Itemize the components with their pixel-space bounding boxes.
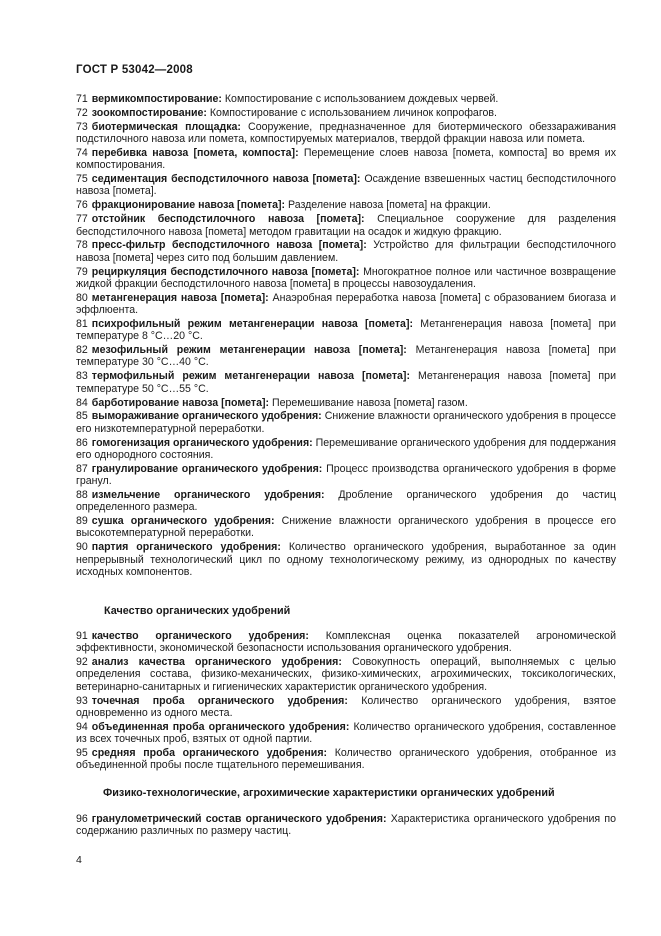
term-definition: Количество органического удобрения, взятое одновременно из одного места. — [76, 694, 616, 719]
term-definition: Количество органического удобрения, составленное из всех точечных проб, взятых от одной партии. — [76, 720, 616, 746]
term-name: качество органического удобрения: — [91, 630, 309, 642]
term-entry — [76, 107, 616, 119]
term-number: 94 — [76, 720, 88, 733]
term-number: 81 — [76, 317, 88, 330]
term-name: гранулирование органического удобрения: — [91, 462, 323, 475]
term-entry — [76, 318, 616, 343]
term-number: 78 — [76, 239, 88, 252]
term-number: 87 — [76, 462, 88, 475]
term-name: точечная проба органического удобрения: — [91, 694, 348, 707]
term-entry — [76, 370, 616, 395]
term-entry — [76, 437, 616, 462]
term-definition: Процесс производства органического удобрения в форме гранул. — [76, 462, 616, 488]
term-name: измельчение органического удобрения: — [91, 489, 325, 501]
term-number: 83 — [76, 370, 88, 383]
term-name: гомогенизация органического удобрения: — [91, 436, 313, 449]
terms-block-quality — [76, 630, 616, 773]
term-number: 82 — [76, 344, 88, 357]
term-entry — [76, 292, 616, 317]
term-name: зоокомпостирование: — [91, 106, 207, 119]
term-number: 85 — [76, 410, 88, 423]
term-name: барботирование навоза [помета]: — [91, 396, 270, 409]
term-entry — [76, 199, 616, 211]
term-name: вымораживание органического удобрения: — [91, 410, 322, 423]
section-heading-physico: Физико-технологические, агрохимические характеристики органических удобрений — [103, 787, 555, 799]
term-definition: Количество органического удобрения, отобранное из объединенной пробы после тщательного перемешивания. — [76, 747, 616, 772]
term-entry — [76, 93, 616, 105]
term-name: объединенная проба органического удобрения: — [91, 720, 350, 733]
term-definition: Перемешивание навоза [помета] газом. — [272, 396, 468, 409]
term-definition: Осаждение взвешенных частиц бесподстилочного навоза [помета]. — [76, 173, 616, 198]
term-name: биотермическая площадка: — [91, 120, 241, 133]
term-name: седиментация бесподстилочного навоза [помета]: — [91, 173, 361, 186]
term-entry — [76, 656, 616, 693]
term-name: рециркуляция бесподстилочного навоза [помета]: — [91, 265, 360, 278]
term-definition: Устройство для фильтрации бесподстилочного навоза [помета] через сито под большим давлением. — [76, 239, 616, 264]
term-number: 84 — [76, 396, 88, 409]
term-number: 96 — [76, 813, 88, 825]
term-entry — [76, 630, 616, 655]
term-name: термофильный режим метангенерации навоза [помета]: — [91, 370, 410, 383]
term-entry — [76, 121, 616, 146]
term-name: гранулометрический состав органического удобрения: — [91, 813, 387, 825]
term-entry — [76, 173, 616, 198]
term-name: перебивка навоза [помета, компоста]: — [91, 146, 299, 159]
term-name: мезофильный режим метангенерации навоза [помета]: — [91, 344, 407, 357]
term-definition: Совокупность операций, выполняемых с целью определения состава, физико-механических, физико-химических, агрохимических, токсикологических, ветеринарно-санитарных и гигиенических характеристик органического удобрения. — [76, 656, 616, 693]
term-definition: Метангенерация навоза [помета] при температуре 50 °С…55 °С. — [76, 370, 616, 395]
term-number: 75 — [76, 173, 88, 186]
term-name: сушка органического удобрения: — [91, 515, 275, 528]
term-number: 88 — [76, 489, 88, 501]
term-definition: Дробление органического удобрения до частиц определенного размера. — [76, 489, 616, 514]
term-number: 90 — [76, 541, 88, 554]
term-entry — [76, 239, 616, 264]
term-definition: Анаэробная переработка навоза [помета] с образованием биогаза и эффлюента. — [76, 291, 616, 317]
page-number: 4 — [76, 854, 82, 866]
term-number: 86 — [76, 436, 88, 449]
term-entry — [76, 515, 616, 540]
term-definition: Метангенерация навоза [помета] при температуре 8 °С…20 °С. — [76, 317, 616, 343]
section-heading-quality: Качество органических удобрений — [104, 605, 291, 617]
term-definition: Сооружение, предназначенное для биотермического обеззараживания подстилочного навоза или помета, компостируемых материалов, твердой фракции навоза или помета. — [76, 120, 616, 146]
term-name: фракционирование навоза [помета]: — [91, 199, 286, 212]
term-number: 80 — [76, 291, 88, 304]
terms-block-processing — [76, 93, 616, 580]
terms-block-physico — [76, 813, 616, 839]
term-definition: Компостирование с использованием личинок копрофагов. — [209, 106, 497, 119]
term-name: партия органического удобрения: — [91, 541, 281, 554]
term-definition: Перемешивание органического удобрения для поддержания его однородного состояния. — [76, 436, 617, 461]
term-number: 73 — [76, 120, 88, 133]
term-name: психрофильный режим метангенерации навоза [помета]: — [91, 317, 414, 330]
term-definition: Метангенерация навоза [помета] при температуре 30 °С…40 °С. — [76, 344, 616, 369]
document-header: ГОСТ Р 53042—2008 — [76, 64, 193, 76]
term-definition: Многократное полное или частичное возвращение жидкой фракции бесподстилочного навоза [помета] в процессы навозоудаления. — [76, 265, 617, 290]
term-number: 95 — [76, 747, 88, 760]
term-name: анализ качества органического удобрения: — [91, 656, 342, 669]
term-entry — [76, 266, 616, 291]
term-entry — [76, 463, 616, 488]
term-definition: Комплексная оценка показателей агрономической эффективности, экономической безопасности использования органического удобрения. — [76, 630, 616, 655]
term-number: 76 — [76, 199, 88, 212]
term-entry — [76, 147, 616, 172]
term-number: 91 — [76, 630, 88, 642]
term-number: 79 — [76, 265, 88, 278]
term-name: вермикомпостирование: — [91, 93, 222, 105]
term-number: 77 — [76, 213, 88, 226]
term-name: средняя проба органического удобрения: — [91, 747, 328, 760]
term-name: метангенерация навоза [помета]: — [91, 291, 269, 304]
term-entry — [76, 541, 616, 578]
term-definition: Перемещение слоев навоза [помета, компоста] во время их компостирования. — [76, 146, 616, 172]
term-definition: Компостирование с использованием дождевых червей. — [224, 93, 499, 105]
term-definition: Характеристика органического удобрения по содержанию различных по размеру частиц. — [76, 813, 616, 838]
term-name: отстойник бесподстилочного навоза [помета]: — [91, 213, 365, 226]
term-entry — [76, 721, 616, 746]
term-definition: Разделение навоза [помета] на фракции. — [287, 199, 491, 212]
term-number: 89 — [76, 515, 88, 528]
term-number: 72 — [76, 106, 88, 119]
term-entry — [76, 213, 616, 238]
term-number: 71 — [76, 93, 88, 105]
term-number: 93 — [76, 694, 88, 707]
term-definition: Количество органического удобрения, выработанное за один непрерывный технологический цикл по одному технологическому режиму, из однородных по качеству исходных компонентов. — [76, 541, 616, 578]
term-entry — [76, 397, 616, 409]
term-entry — [76, 489, 616, 514]
term-entry — [76, 695, 616, 720]
term-definition: Снижение влажности органического удобрения в процессе его низкотемпературной переработки. — [76, 410, 616, 435]
term-entry — [76, 344, 616, 369]
term-number: 92 — [76, 656, 88, 669]
term-entry — [76, 410, 616, 435]
term-name: пресс-фильтр бесподстилочного навоза [помета]: — [91, 239, 367, 252]
term-definition: Снижение влажности органического удобрения в процессе его высокотемпературной переработки. — [76, 515, 616, 540]
term-definition: Специальное сооружение для разделения бесподстилочного навоза [помета] методом гравитации на осадок и жидкую фракцию. — [76, 213, 616, 238]
term-entry — [76, 747, 616, 772]
term-number: 74 — [76, 146, 88, 159]
term-entry — [76, 813, 616, 838]
